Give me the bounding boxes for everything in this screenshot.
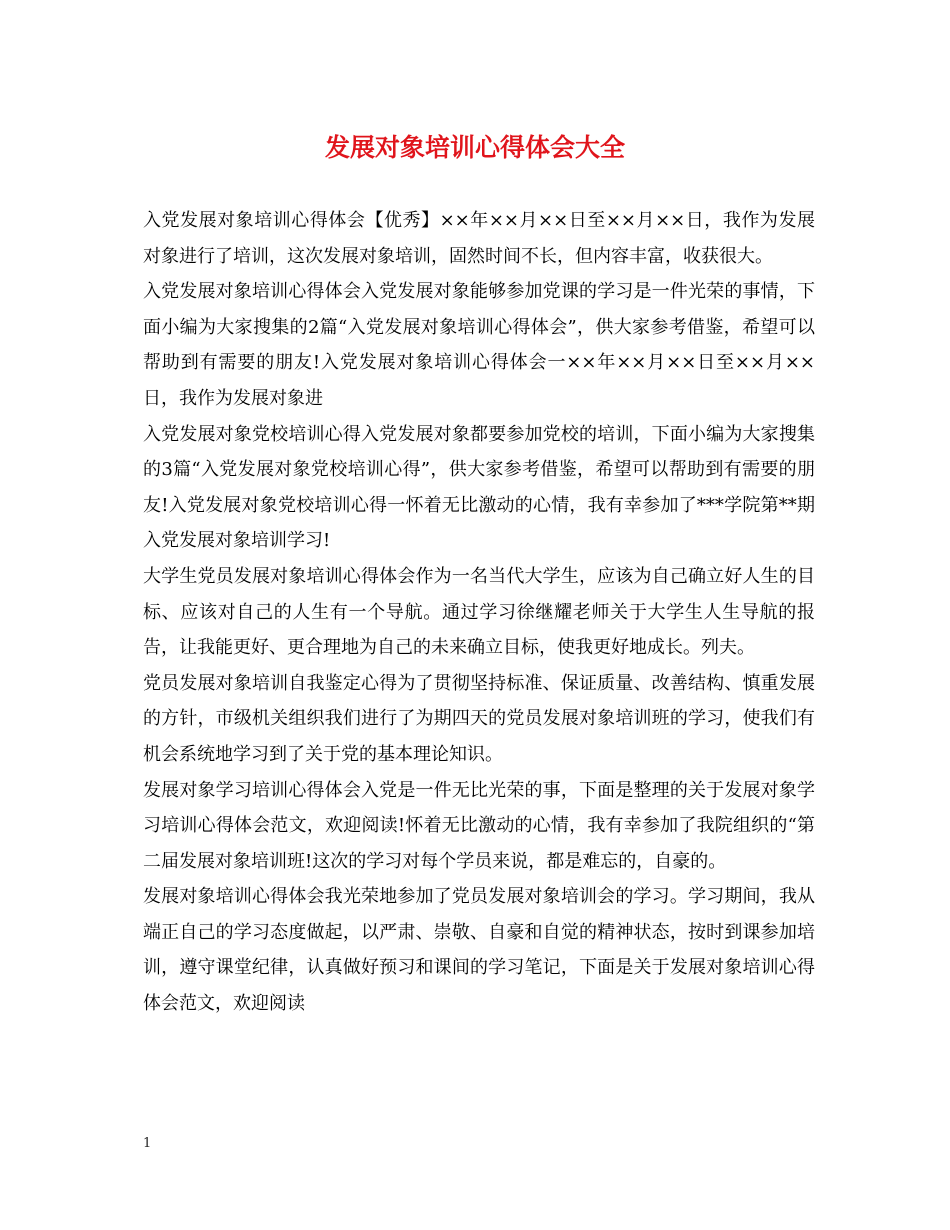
page-number: 1 bbox=[143, 1136, 152, 1151]
paragraph: 入党发展对象培训心得体会【优秀】××年××月××日至××月××日，我作为发展对象进行了培训，这次发展对象培训，固然时间不长，但内容丰富，收获很大。 bbox=[143, 210, 815, 267]
paragraph: 发展对象学习培训心得体会入党是一件无比光荣的事，下面是整理的关于发展对象学习培训心得体会范文，欢迎阅读!怀着无比激动的心情，我有幸参加了我院组织的“第二届发展对象培训班!这次的学习对每个学员来说，都是难忘的，自豪的。 bbox=[143, 779, 815, 872]
paragraph: 党员发展对象培训自我鉴定心得为了贯彻坚持标准、保证质量、改善结构、慎重发展的方针，市级机关组织我们进行了为期四天的党员发展对象培训班的学习，使我们有机会系统地学习到了关于党的基本理论知识。 bbox=[143, 672, 815, 765]
paragraph: 发展对象培训心得体会我光荣地参加了党员发展对象培训会的学习。学习期间，我从端正自己的学习态度做起，以严肃、崇敬、自豪和自觉的精神状态，按时到课参加培训，遵守课堂纪律，认真做好预习和课间的学习笔记，下面是关于发展对象培训心得体会范文，欢迎阅读 bbox=[143, 886, 815, 1015]
paragraph: 大学生党员发展对象培训心得体会作为一名当代大学生，应该为自己确立好人生的目标、应该对自己的人生有一个导航。通过学习徐继耀老师关于大学生人生导航的报告，让我能更好、更合理地为自己的未来确立目标，使我更好地成长。列夫。 bbox=[143, 565, 815, 659]
paragraph: 入党发展对象党校培训心得入党发展对象都要参加党校的培训，下面小编为大家搜集的3篇“入党发展对象党校培训心得”，供大家参考借鉴，希望可以帮助到有需要的朋友!入党发展对象党校培训心得一怀着无比激动的心情，我有幸参加了***学院第**期入党发展对象培训学习! bbox=[143, 423, 815, 552]
document-title: 发展对象培训心得体会大全 bbox=[324, 133, 625, 162]
paragraph: 入党发展对象培训心得体会入党发展对象能够参加党课的学习是一件光荣的事情，下面小编为大家搜集的2篇“入党发展对象培训心得体会”，供大家参考借鉴，希望可以帮助到有需要的朋友!入党发展对象培训心得体会一××年××月××日至××月××日，我作为发展对象进 bbox=[143, 281, 815, 409]
document-body bbox=[143, 203, 815, 1022]
